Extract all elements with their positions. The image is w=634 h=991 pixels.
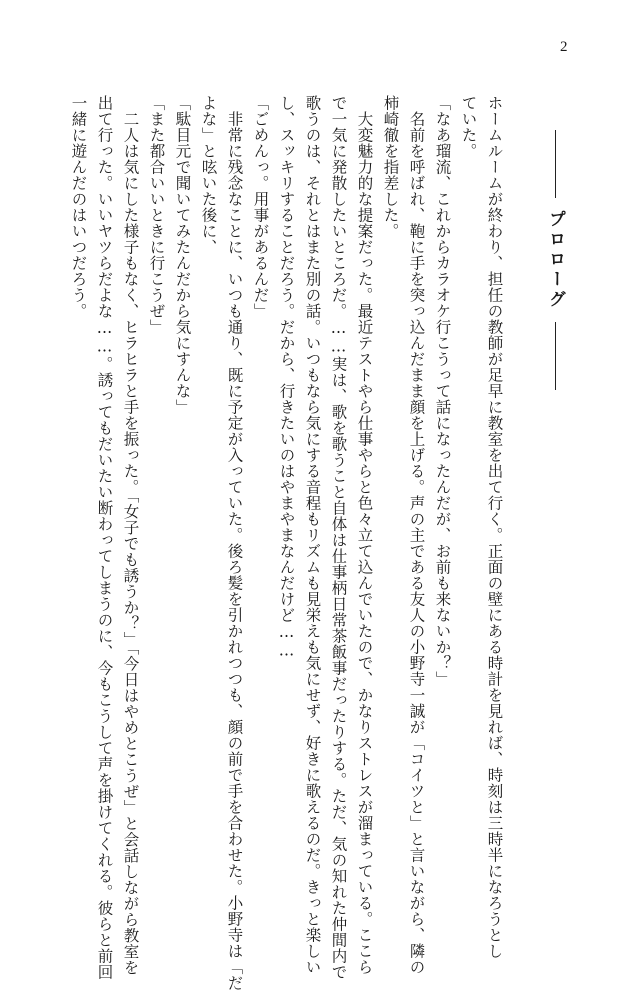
text-line: 「また都合いいときに行こうぜ」 bbox=[147, 95, 166, 335]
text-line: 出て行った。いいヤツらだよな……。誘ってもだいたい断わってしまうのに、今もこうして声を掛けてくれる。彼らと前回 bbox=[95, 95, 114, 980]
text-line: 「なあ瑠流、これからカラオケ行こうって話になったんだが、お前も来ないか？」 bbox=[433, 95, 452, 687]
text-line: 大変魅力的な提案だった。最近テストやら仕事やらと色々立て込んでいたので、かなりストレスが溜まっている。ここら bbox=[355, 95, 374, 975]
text-line: 「駄目元で聞いてみたんだから気にすんな」 bbox=[173, 95, 192, 415]
text-line: 一緒に遊んだのはいつだろう。 bbox=[69, 95, 88, 319]
text-line: ていた。 bbox=[459, 95, 478, 159]
text-line: 「ごめんっ。用事があるんだ」 bbox=[251, 95, 270, 319]
text-line: 名前を呼ばれ、鞄に手を突っ込んだまま顔を上げる。声の主である友人の小野寺一誠が「コイツと」と言いながら、隣の bbox=[407, 95, 426, 975]
page-number: 2 bbox=[560, 39, 568, 55]
text-line: ホームルームが終わり、担任の教師が足早に教室を出て行く。正面の壁にある時計を見れば、時刻は三時半になろうとし bbox=[485, 95, 504, 959]
chapter-title: プロローグ bbox=[545, 210, 565, 310]
text-line: 非常に残念なことに、いつも通り、既に予定が入っていた。後ろ髪を引かれつつも、顔の前で手を合わせた。小野寺は「だ bbox=[225, 95, 244, 991]
text-line: 歌うのは、それとはまた別の話。いつもなら気にする音程もリズムも見栄えも気にせず、好きに歌えるのだ。きっと楽しい bbox=[303, 95, 322, 975]
text-line: よな」と呟いた後に、 bbox=[199, 95, 218, 255]
heading-rule-top bbox=[555, 130, 556, 198]
text-line: し、スッキリすることだろう。だから、行きたいのはやまやまなんだけど…… bbox=[277, 95, 296, 660]
heading-rule-bottom bbox=[555, 322, 556, 390]
chapter-heading bbox=[543, 130, 568, 390]
text-line: 二人は気にした様子もなく、ヒラヒラと手を振った。「女子でも誘うか？」「今日はやめとこうぜ」と会話しながら教室を bbox=[121, 95, 140, 976]
text-line: 柿崎徹を指差した。 bbox=[381, 95, 400, 239]
text-line: で一気に発散したいところだ。……実は、歌を歌うこと自体は仕事柄日常茶飯事だったりする。ただ、気の知れた仲間内で bbox=[329, 95, 348, 980]
